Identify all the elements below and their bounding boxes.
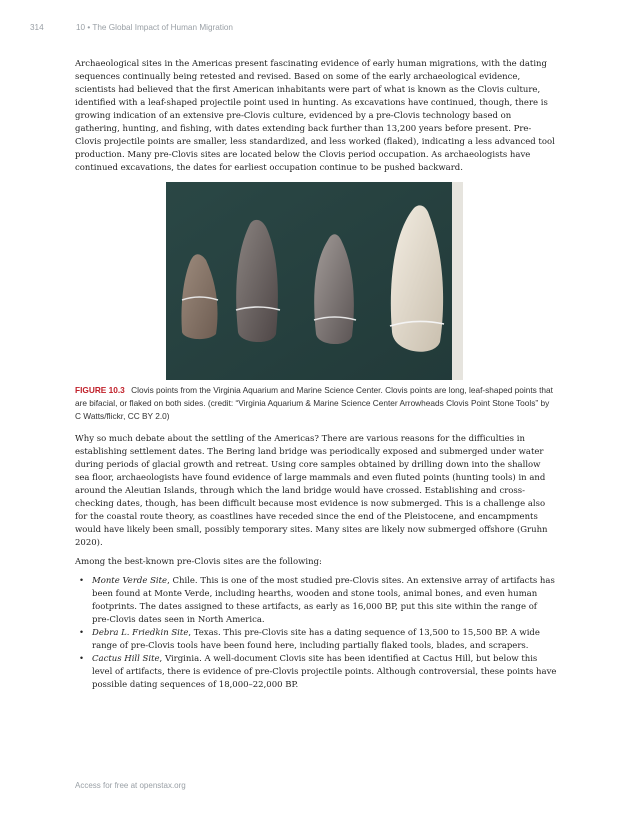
pre-clovis-sites-list [75,575,557,692]
figure-caption [75,384,557,423]
bullet: • [79,654,85,664]
chapter-title: 10 • The Global Impact of Human Migration [76,23,233,32]
list-item [75,627,557,653]
list-item [75,575,557,627]
bullet: • [79,628,85,638]
site-name: Debra L. Friedkin Site [92,628,189,638]
site-description: , Texas. This pre-Clovis site has a dating sequence of 13,500 to 15,500 BP. A wide range of pre-Clovis tools have been found here, including partially flaked tools, blades, and scrapers. [92,628,540,651]
site-name: Monte Verde Site [92,576,168,586]
debate-paragraph: Why so much debate about the settling of the Americas? There are various reasons for the difficulties in establishing settlement dates. The Bering land bridge was periodically exposed and submerged under water during periods of glacial growth and retreat. Using core samples obtained by drilling down into the shallow sea floor, archaeologists have found evidence of large mammals and even fluted points (hunting tools) in and around the Aleutian Islands, through which the land bridge would have crossed. Establishing and cross-checking dates, though, has been difficult because most evidence is now submerged. This is a challenge also for the coastal route theory, as coastlines have receded since the end of the Pleistocene, and encampments would have likely been small, possibly temporary sites. Many sites are likely now submerged offshore (Gruhn 2020). [75,434,548,548]
list-item [75,653,557,692]
bullet: • [79,576,85,586]
intro-paragraph: Archaeological sites in the Americas present fascinating evidence of early human migrations, with the dating sequences continually being retested and revised. Based on some of the early archaeological evidence, scientists had believed that the first American inhabitants were part of what is known as the Clovis culture, identified with a leaf-shaped projectile point used in hunting. As excavations have continued, though, there is growing indication of an extensive pre-Clovis culture, evidenced by a pre-Clovis technology based on gathering, hunting, and fishing, with dates extending back further than 13,200 years before present. Pre-Clovis projectile points are smaller, less standardized, and less worked (flaked), indicating a less advanced tool production. Many pre-Clovis sites are located below the Clovis period occupation. As archaeologists have continued excavations, the dates for earliest occupation continue to be pushed backward. [75,59,555,173]
figure-label: FIGURE 10.3 [75,385,125,395]
site-description: , Virginia. A well-document Clovis site has been identified at Cactus Hill, but below this level of artifacts, there is evidence of pre-Clovis projectile points. Although controversial, these points have possible dating sequences of 18,000–22,000 BP. [92,654,557,690]
page-header [30,23,600,37]
sites-intro: Among the best-known pre-Clovis sites are the following: [75,557,322,567]
site-name: Cactus Hill Site [92,654,160,664]
page-footer[interactable]: Access for free at openstax.org [75,781,186,790]
photo-illustration [166,182,463,380]
site-description: , Chile. This is one of the most studied pre-Clovis sites. An extensive array of artifacts has been found at Monte Verde, including hearths, wooden and stone tools, animal bones, and even human footprints. The dates assigned to these artifacts, as early as 16,000 BP, put this site within the range of pre-Clovis dates seen in North America. [92,576,555,625]
figure-caption-text: Clovis points from the Virginia Aquarium and Marine Science Center. Clovis points are long, leaf-shaped points that are bifacial, or flaked on both sides. (credit: “Virginia Aquarium & Marine Science Center Arrowheads Clovis Point Stone Tools” by C Watts/flickr, CC BY 2.0) [75,385,553,421]
page-number: 314 [30,23,44,32]
clovis-points-photo [166,182,463,380]
